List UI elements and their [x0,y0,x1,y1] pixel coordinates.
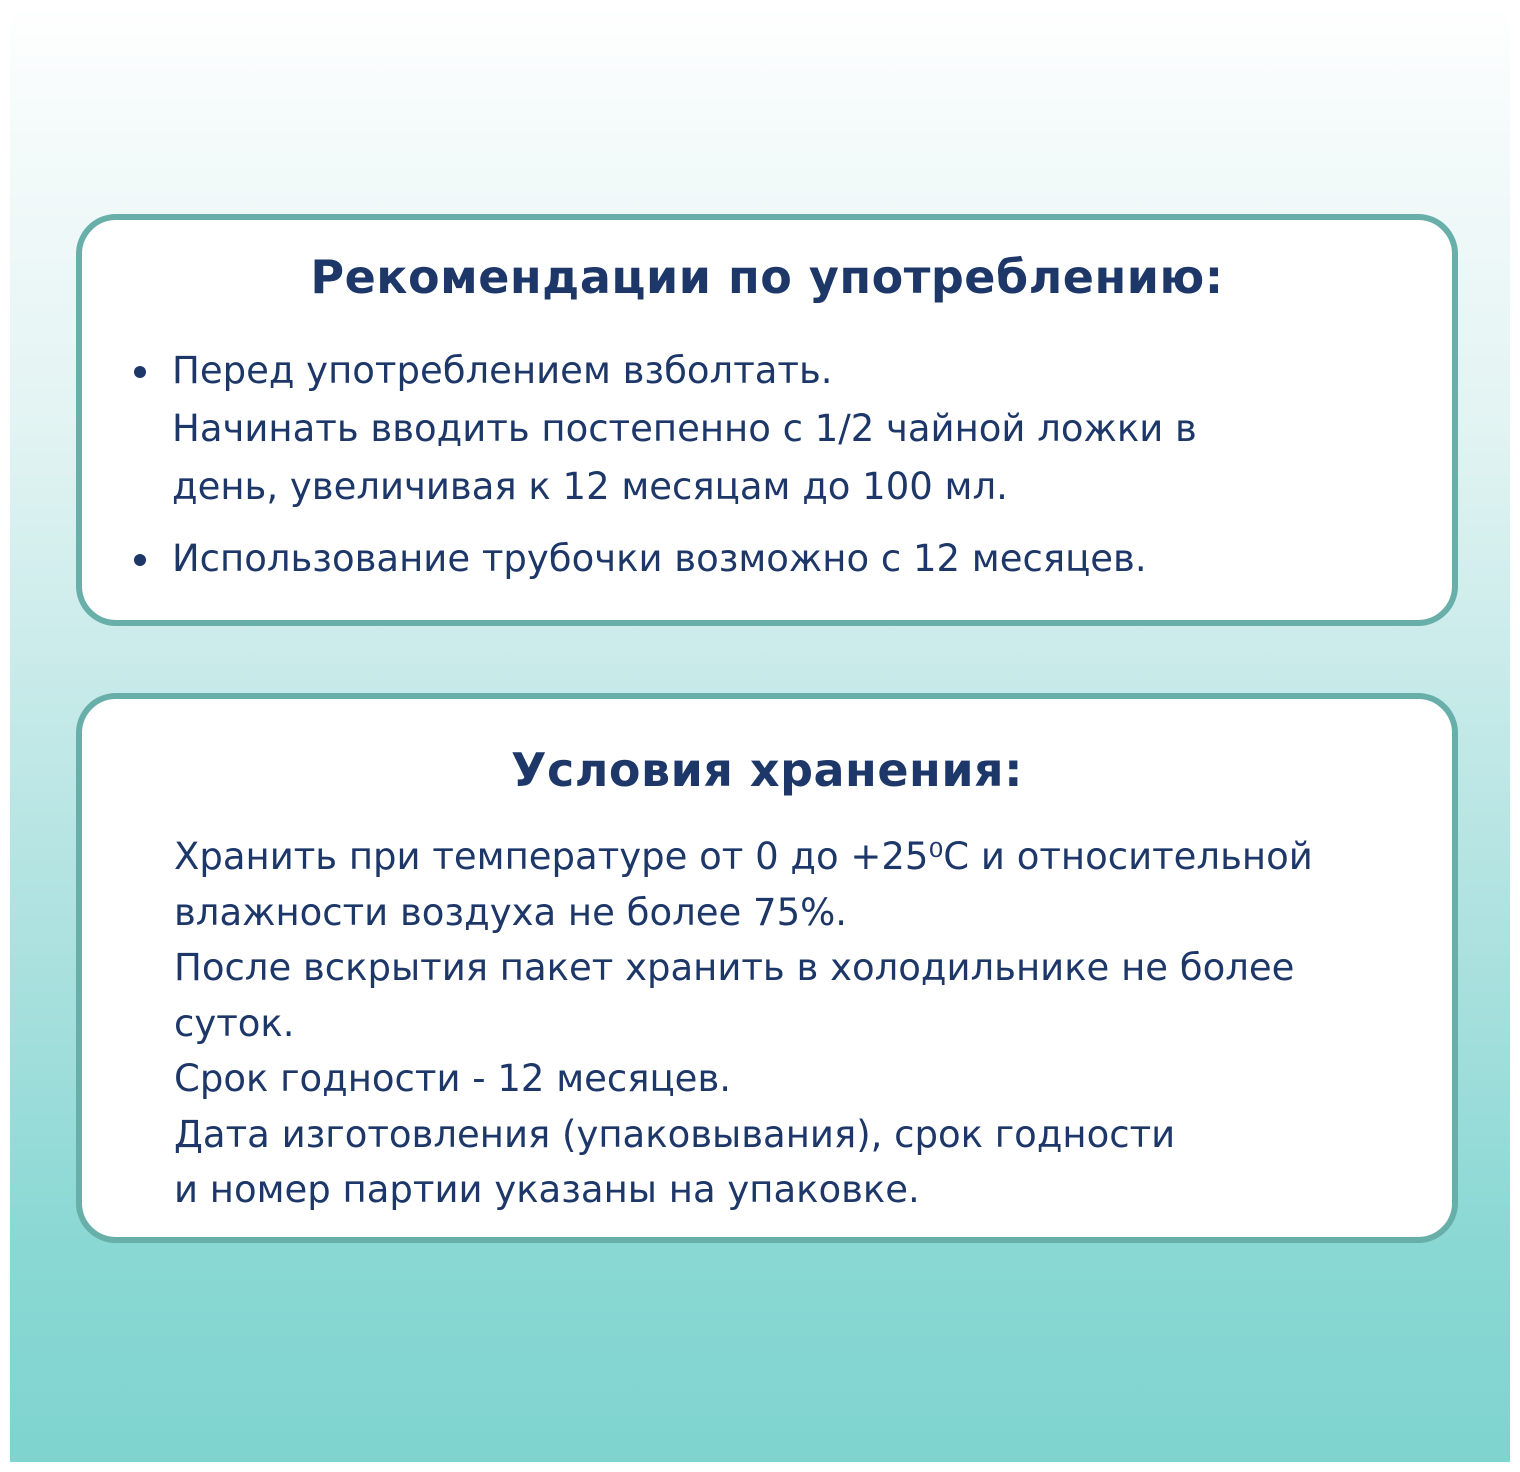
bullet-dot-icon [134,554,146,566]
storage-text-line: влажности воздуха не более 75%. [174,890,848,934]
usage-recommendations-card [76,214,1458,626]
usage-bullet-item [134,342,1197,516]
storage-text-line: Дата изготовления (упаковывания), срок годности [174,1112,1176,1156]
storage-text-line: Срок годности - 12 месяцев. [174,1057,732,1100]
usage-text-line: день, увеличивая к 12 месяцам до 100 мл. [172,465,1008,508]
storage-text-line: суток. [174,1001,295,1045]
bullet-dot-icon [134,366,146,378]
storage-text-line: Хранить при температуре от 0 до +25⁰С и относительной [174,835,1313,878]
storage-conditions-card [76,693,1458,1243]
storage-text-line: После вскрытия пакет хранить в холодильнике не более [174,946,1295,989]
storage-text-block [174,829,1313,1218]
storage-text-line: и номер партии указаны на упаковке. [174,1168,920,1211]
storage-title: Условия хранения: [511,743,1023,797]
background-panel [10,8,1510,1462]
usage-text-line: Использование трубочки возможно с 12 месяцев. [172,537,1147,580]
usage-text-line: Перед употреблением взболтать. [172,349,833,392]
usage-bullet-item [134,530,1147,588]
usage-text-line: Начинать вводить постепенно с 1/2 чайной ложки в [172,407,1197,450]
usage-title: Рекомендации по употреблению: [310,250,1224,304]
